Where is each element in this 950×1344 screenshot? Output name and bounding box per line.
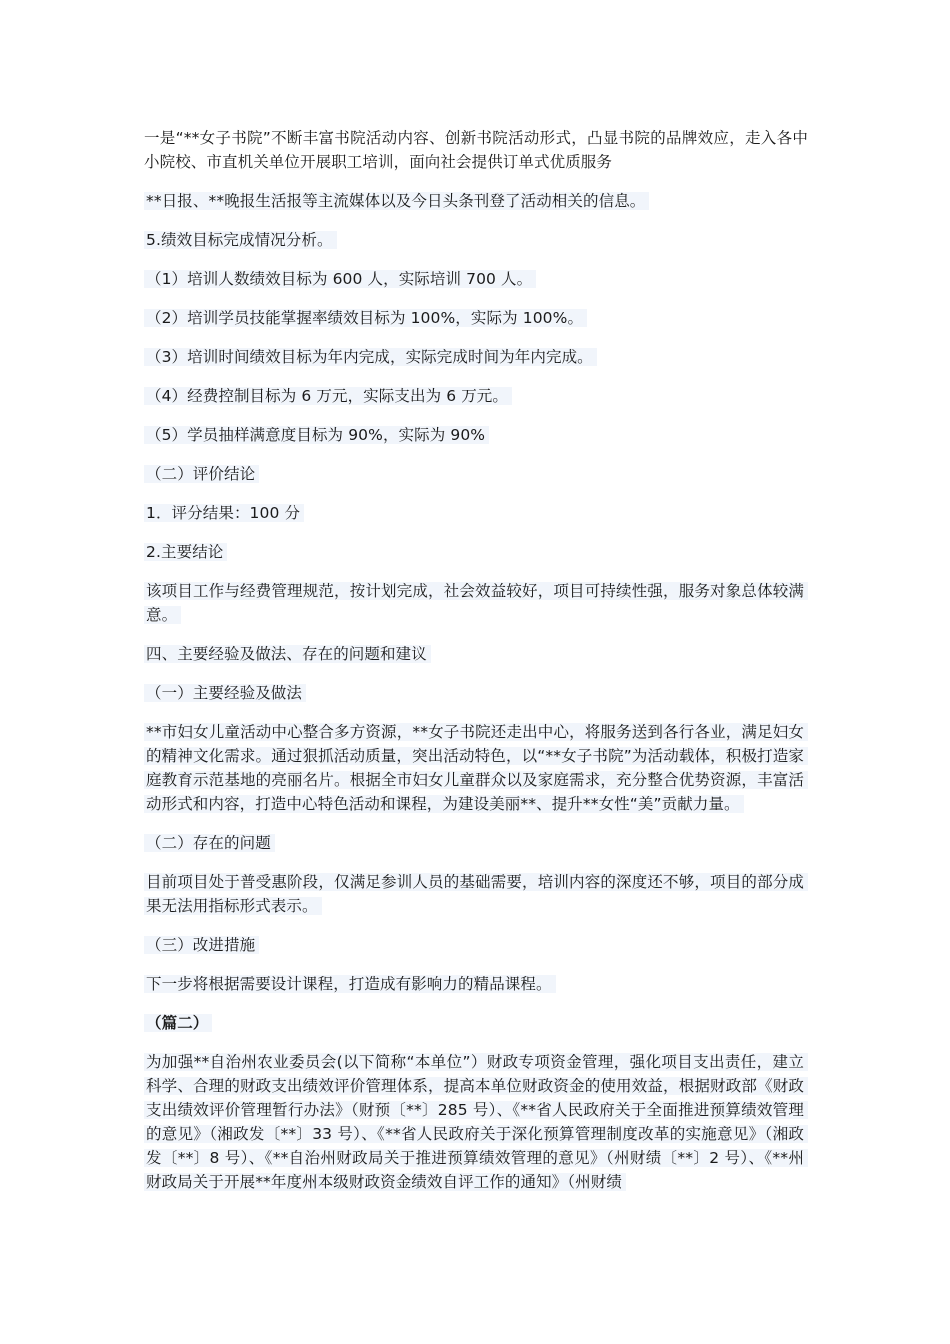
heading-part-two [144,1011,808,1035]
paragraph-text: （二）评价结论 [144,465,259,483]
paragraph-text: （4）经费控制目标为 6 万元，实际支出为 6 万元。 [144,387,512,405]
list-item-1 [144,267,808,291]
paragraph-text: 2.主要结论 [144,543,227,561]
paragraph-problems [144,870,808,918]
paragraph-text: （5）学员抽样满意度目标为 90%，实际为 90% [144,426,489,444]
list-item-5 [144,423,808,447]
paragraph-text: 四、主要经验及做法、存在的问题和建议 [144,645,431,663]
paragraph-text: （1）培训人数绩效目标为 600 人，实际培训 700 人。 [144,270,536,288]
paragraph-text: 目前项目处于普受惠阶段，仅满足参训人员的基础需要，培训内容的深度还不够，项目的部分成果无法用指标形式表示。 [144,873,808,915]
heading-performance-analysis [144,228,808,252]
paragraph-text: （2）培训学员技能掌握率绩效目标为 100%，实际为 100%。 [144,309,587,327]
heading-evaluation-conclusion [144,462,808,486]
list-item-4 [144,384,808,408]
heading-experience [144,681,808,705]
paragraph-experience [144,720,808,816]
heading-section-four [144,642,808,666]
heading-score-result [144,501,808,525]
paragraph-text: **日报、**晚报生活报等主流媒体以及今日头条刊登了活动相关的信息。 [144,192,649,210]
paragraph-text: 该项目工作与经费管理规范，按计划完成，社会效益较好，项目可持续性强，服务对象总体较满意。 [144,582,808,624]
paragraph-text: 为加强**自治州农业委员会(以下简称“本单位”）财政专项资金管理，强化项目支出责任，建立科学、合理的财政支出绩效评价管理体系，提高本单位财政资金的使用效益，根据财政部《财政支出绩效评价管理暂行办法》（财预〔**〕285 号）、《**省人民政府关于全面推进预算绩效管理的意见》（湘政发〔**〕33 号）、《**省人民政府关于深化预算管理制度改革的实施意见》（湘政发〔**〕8 号）、《**自治州财政局关于推进预算绩效管理的意见》（州财绩〔**〕2 号）、《**州财政局关于开展**年度州本级财政资金绩效自评工作的通知》（州财绩 [144,1053,808,1191]
list-item-2 [144,306,808,330]
paragraph-intro [144,126,808,174]
list-item-3 [144,345,808,369]
paragraph-text: （一）主要经验及做法 [144,684,306,702]
paragraph-conclusion [144,579,808,627]
heading-problems [144,831,808,855]
paragraph-improvements [144,972,808,996]
paragraph-text: 5.绩效目标完成情况分析。 [144,231,337,249]
paragraph-text: （篇二） [144,1014,212,1032]
paragraph-part-two-intro [144,1050,808,1194]
paragraph-text: 一是“**女子书院”不断丰富书院活动内容、创新书院活动形式，凸显书院的品牌效应，走入各中小院校、市直机关单位开展职工培训，面向社会提供订单式优质服务 [144,129,808,171]
heading-main-conclusion [144,540,808,564]
paragraph-text: （三）改进措施 [144,936,259,954]
paragraph-media [144,189,808,213]
paragraph-text: 1．评分结果：100 分 [144,504,304,522]
paragraph-text: （3）培训时间绩效目标为年内完成，实际完成时间为年内完成。 [144,348,597,366]
paragraph-text: **市妇女儿童活动中心整合多方资源，**女子书院还走出中心，将服务送到各行各业，满足妇女的精神文化需求。通过狠抓活动质量，突出活动特色，以“**女子书院”为活动载体，积极打造家庭教育示范基地的亮丽名片。根据全市妇女儿童群众以及家庭需求，充分整合优势资源，丰富活动形式和内容，打造中心特色活动和课程，为建设美丽**、提升**女性“美”贡献力量。 [144,723,808,813]
document-body [144,126,808,1209]
paragraph-text: （二）存在的问题 [144,834,275,852]
heading-improvements [144,933,808,957]
paragraph-text: 下一步将根据需要设计课程，打造成有影响力的精品课程。 [144,975,556,993]
